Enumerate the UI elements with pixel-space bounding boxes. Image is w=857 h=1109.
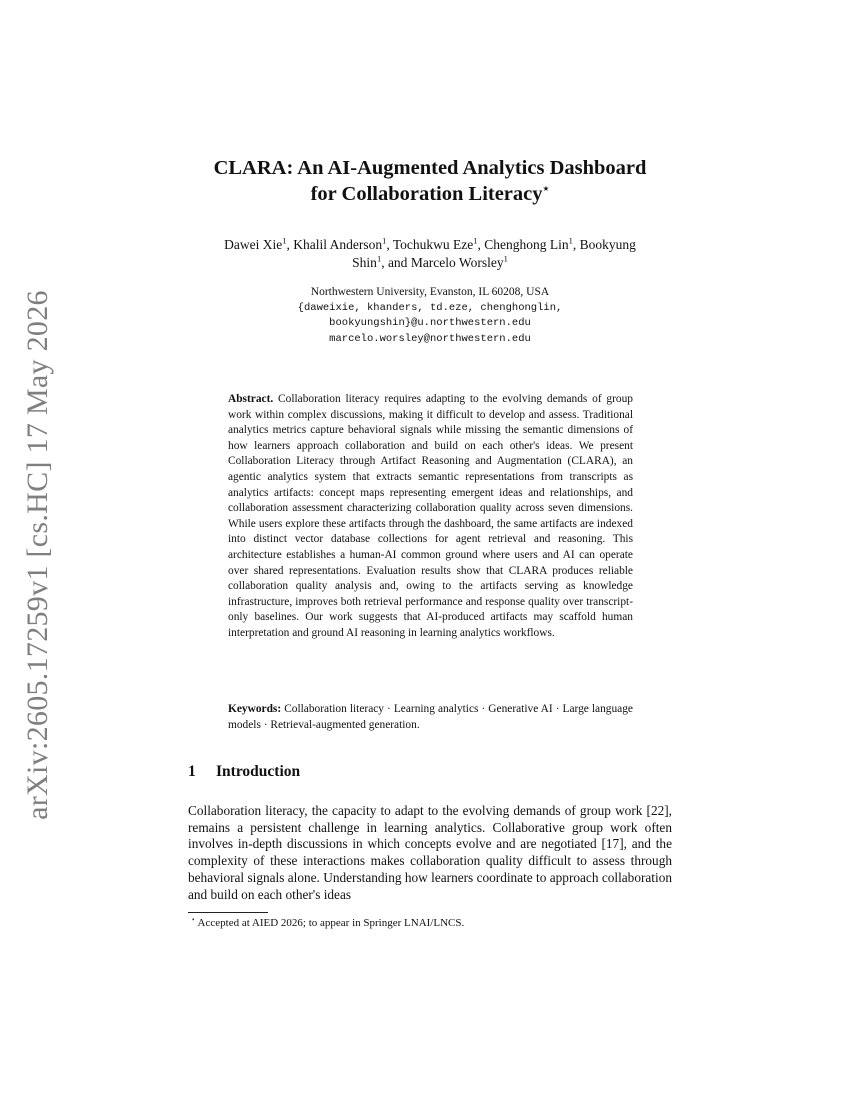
- affil-mark: 1: [376, 253, 382, 264]
- author-list: [188, 236, 672, 272]
- title-footnote-mark: ⋆: [542, 183, 550, 196]
- affil-mark: 1: [503, 253, 508, 264]
- keywords-label: Keywords:: [228, 703, 282, 715]
- keywords-text: Collaboration literacy · Learning analytics · Generative AI · Large language models · Retrieval-augmented generation.: [228, 703, 633, 731]
- affil-mark: 1: [473, 235, 478, 246]
- abstract: [228, 392, 633, 642]
- author-line-1: [188, 236, 672, 254]
- footnote: [191, 917, 464, 929]
- author-line-2: [188, 254, 672, 272]
- section-title: Introduction: [216, 763, 301, 780]
- author-name: Tochukwu Eze: [392, 237, 474, 252]
- author-name: Khalil Anderson: [293, 237, 383, 252]
- footnote-text: Accepted at AIED 2026; to appear in Springer LNAI/LNCS.: [197, 917, 465, 929]
- section-heading: [188, 763, 300, 781]
- title-line-1: CLARA: An AI-Augmented Analytics Dashboard: [213, 157, 647, 179]
- author-separator: ,: [386, 237, 393, 252]
- author-name-part: Shin: [352, 255, 377, 270]
- intro-paragraph: Collaboration literacy, the capacity to adapt to the evolving demands of group work [22], remains a persistent challenge in learning analytics. Collaborative group work often involves in-depth discussions in which concepts evolve and are negotiated [17], and the complexity of these interactions makes collaboration quality difficult to assess through behavioral signals alone. Understanding how learners coordinate to approach collaboration and build on each other's ideas: [188, 803, 672, 902]
- author-conjunction: , and: [381, 255, 411, 270]
- author-name: Marcelo Worsley: [410, 255, 504, 270]
- affil-mark: 1: [568, 235, 573, 246]
- affil-mark: 1: [382, 235, 387, 246]
- author-name: Chenghong Lin: [484, 237, 569, 252]
- footnote-rule: [188, 912, 268, 913]
- affil-mark: 1: [282, 235, 287, 246]
- institution: Northwestern University, Evanston, IL 60208, USA: [310, 286, 550, 298]
- abstract-text: Collaboration literacy requires adapting to the evolving demands of group work within complex discussions, making it difficult to develop and assess. Traditional analytics metrics capture behavioral signals while missing the semantic dimensions of how learners approach collaboration and build on each other's ideas. We present Collaboration Literacy through Artifact Reasoning and Augmentation (CLARA), an agentic analytics system that extracts semantic representations from transcripts as analytics artifacts: concept maps representing emergent ideas and relationships, and collaboration assessment characterizing collaboration quality across seven dimensions. While users explore these artifacts through the dashboard, the same artifacts are indexed into distinct vector database collections for agent retrieval and reasoning. This architecture establishes a human-AI common ground where users and AI can operate over shared representations. Evaluation results show that CLARA produces reliable collaboration quality analysis and, owing to the artifacts serving as knowledge infrastructure, improves both retrieval performance and response quality over transcript-only baselines. Our work suggests that AI-produced artifacts may scaffold human interpretation and ground AI reasoning in learning analytics workflows.: [228, 393, 633, 639]
- email-line-1: {daweixie, khanders, td.eze, chenghonglin,: [297, 301, 563, 314]
- abstract-label: Abstract.: [228, 393, 274, 405]
- author-name: Dawei Xie: [224, 237, 283, 252]
- author-name-part: Bookyung: [579, 237, 636, 252]
- email-line-3: marcelo.worsley@northwestern.edu: [329, 332, 531, 345]
- title-line-2-text: for Collaboration Literacy: [310, 183, 543, 205]
- arxiv-sidebar-stamp: [8, 290, 68, 820]
- author-separator: ,: [572, 237, 580, 252]
- email-line-2: bookyungshin}@u.northwestern.edu: [329, 317, 531, 329]
- section-number: 1: [188, 763, 196, 780]
- affiliation-block: [188, 285, 672, 347]
- arxiv-id-label: arXiv:2605.17259v1 [cs.HC] 17 May 2026: [21, 290, 54, 820]
- author-separator: ,: [477, 237, 485, 252]
- title-line-2: [188, 181, 672, 207]
- author-separator: ,: [286, 237, 294, 252]
- keywords: [228, 702, 633, 733]
- paper-title: [188, 155, 672, 207]
- footnote-mark: ⋆: [191, 915, 196, 924]
